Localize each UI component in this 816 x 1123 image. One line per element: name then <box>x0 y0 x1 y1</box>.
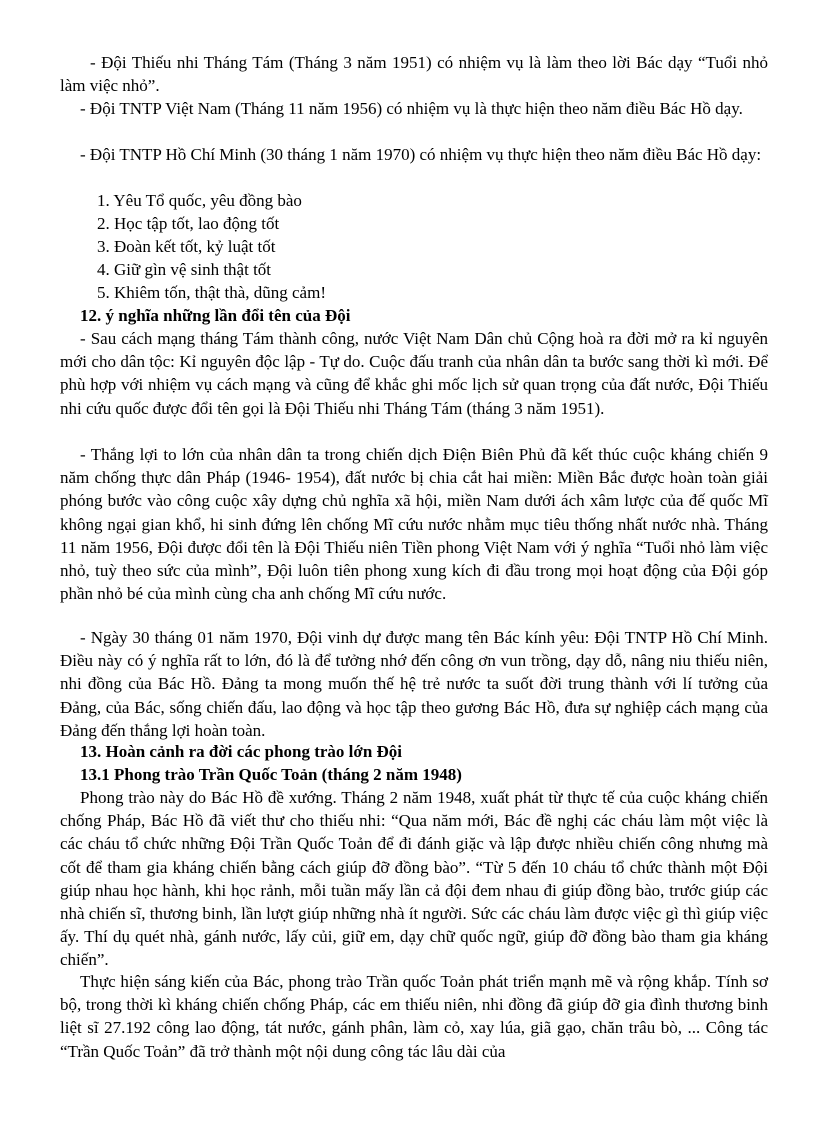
section-13-paragraph-2: Thực hiện sáng kiến của Bác, phong trào Trần quốc Toản phát triển mạnh mẽ và rộng khắp. Tính sơ bộ, trong thời kì kháng chiến chống Pháp, các em thiếu niên, nhi đồng đã giúp đỡ gia đình thương binh liệt sĩ 27.192 công lao động, tát nước, gánh phân, làm cỏ, xay lúa, giã gạo, chăn trâu bò, ... Công tác “Trần Quốc Toản” đã trở thành một nội dung công tác lâu dài của <box>60 972 768 1061</box>
rule-item-3: 3. Đoàn kết tốt, kỷ luật tốt <box>97 237 276 256</box>
section-12-paragraph-3: - Ngày 30 tháng 01 năm 1970, Đội vinh dự được mang tên Bác kính yêu: Đội TNTP Hồ Chí Minh. Điều này có ý nghĩa rất to lớn, đó là để tưởng nhớ đến công ơn vun trồng, dạy dỗ, nâng niu thiếu niên, nhi đồng của Bác Hồ. Đảng ta mong muốn thế hệ trẻ nước ta suốt đời trung thành với lí tưởng của Đảng, của Bác, sống chiến đấu, lao động và học tập theo gương Bác Hồ, đưa sự nghiệp cách mạng của Đảng đến thắng lợi hoàn toàn. <box>60 628 768 740</box>
section-13-heading: 13. Hoàn cảnh ra đời các phong trào lớn Đội <box>80 742 403 761</box>
section-12-paragraph-2: - Thắng lợi to lớn của nhân dân ta trong chiến dịch Điện Biên Phủ đã kết thúc cuộc kháng chiến 9 năm chống thực dân Pháp (1946- 1954), đất nước bị chia cắt hai miền: Miền Bắc được hoàn toàn giải phóng bước vào công cuộc xây dựng chủ nghĩa xã hội, miền Nam dưới ách xâm lược của đế quốc Mĩ không ngại gian khổ, hi sinh đứng lên chống Mĩ cứu nước nhằm mục tiêu thống nhất nước nhà. Tháng 11 năm 1956, Đội được đổi tên là Đội Thiếu niên Tiền phong Việt Nam với ý nghĩa “Tuổi nhỏ làm việc nhỏ, tuỳ theo sức của mình”, Đội luôn tiên phong xung kích đi đầu trong mọi hoạt động của Đội góp phần nhỏ bé của mình cùng cha anh chống Mĩ cứu nước. <box>60 445 768 604</box>
rule-item-1: 1. Yêu Tổ quốc, yêu đồng bào <box>97 191 302 210</box>
section-13-1-heading: 13.1 Phong trào Trần Quốc Toản (tháng 2 năm 1948) <box>80 765 462 784</box>
intro-paragraph-2: - Đội TNTP Việt Nam (Tháng 11 năm 1956) có nhiệm vụ là thực hiện theo năm điều Bác Hồ dạy. <box>80 99 743 118</box>
intro-paragraph-3: - Đội TNTP Hồ Chí Minh (30 tháng 1 năm 1970) có nhiệm vụ thực hiện theo năm điều Bác Hồ dạy: <box>80 145 762 164</box>
rule-item-4: 4. Giữ gìn vệ sinh thật tốt <box>97 260 272 279</box>
section-12-paragraph-1: - Sau cách mạng tháng Tám thành công, nước Việt Nam Dân chủ Cộng hoà ra đời mở ra kỉ nguyên mới cho dân tộc: Kỉ nguyên độc lập - Tự do. Cuộc đấu tranh của nhân dân ta bước sang thời kì mới. Để phù hợp với nhiệm vụ cách mạng và cũng để khắc ghi mốc lịch sử quan trọng của đất nước, Đội Thiếu nhi cứu quốc được đổi tên gọi là Đội Thiếu nhi Tháng Tám (tháng 3 năm 1951). <box>60 329 768 418</box>
section-12-heading: 12. ý nghĩa những lần đổi tên của Đội <box>80 306 351 325</box>
rule-item-2: 2. Học tập tốt, lao động tốt <box>97 214 280 233</box>
intro-paragraph-1: - Đội Thiếu nhi Tháng Tám (Tháng 3 năm 1951) có nhiệm vụ là làm theo lời Bác dạy “Tuổi nhỏ làm việc nhỏ”. <box>60 53 768 96</box>
rule-item-5: 5. Khiêm tốn, thật thà, dũng cảm! <box>97 283 326 302</box>
section-13-paragraph-1: Phong trào này do Bác Hồ đề xướng. Tháng 2 năm 1948, xuất phát từ thực tế của cuộc kháng chiến chống Pháp, Bác Hồ đã viết thư cho thiếu nhi: “Qua năm mới, Bác đề nghị các cháu làm một việc là các cháu tổ chức những Đội Trần Quốc Toản để đi đánh giặc và lập được nhiều chiến công nhưng mà cốt để tham gia kháng chiến bằng cách giúp đỡ đồng bào”. “Từ 5 đến 10 cháu tổ chức thành một Đội giúp nhau học hành, khi học rảnh, mỗi tuần mấy lần cả đội đem nhau đi giúp đồng bào, trước giúp các nhà chiến sĩ, thương binh, lần lượt giúp những nhà ít người. Sức các cháu làm được việc gì thì giúp việc ấy. Thí dụ quét nhà, gánh nước, lấy củi, giữ em, dạy chữ quốc ngữ, giúp đỡ đồng bào tham gia kháng chiến”. <box>60 788 768 970</box>
